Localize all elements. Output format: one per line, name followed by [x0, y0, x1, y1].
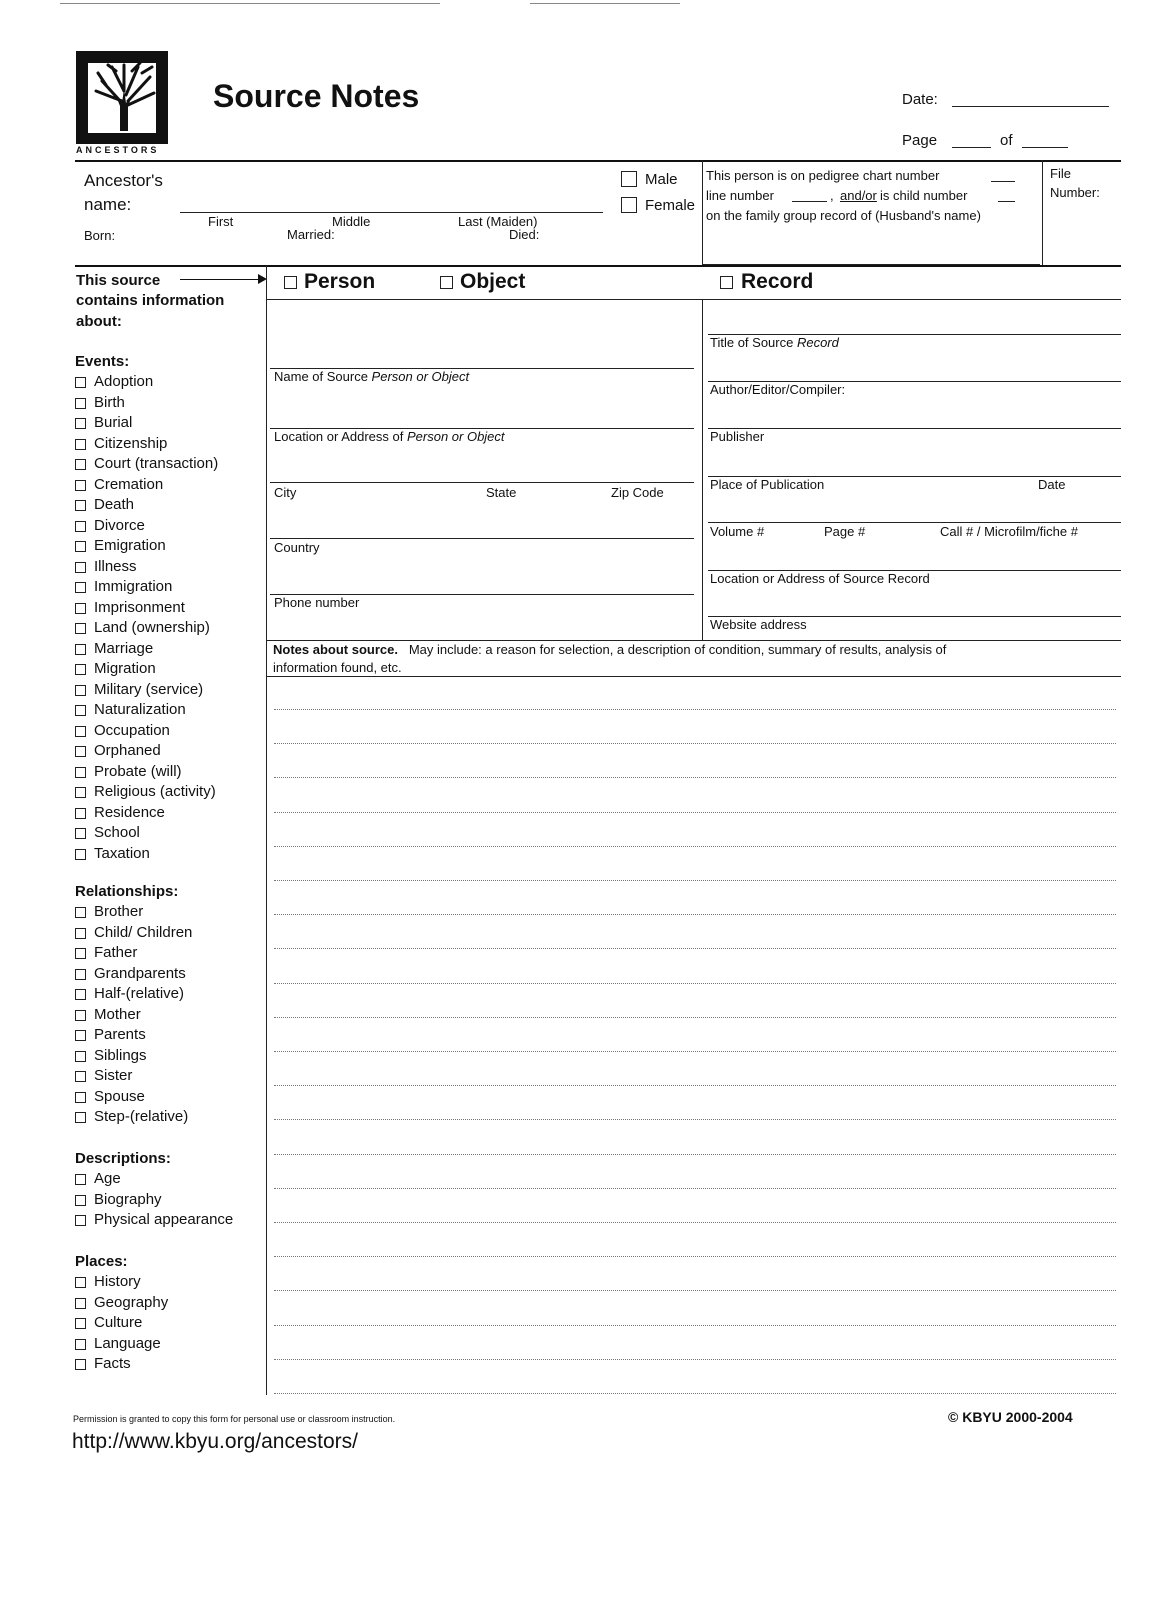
copyright: © KBYU 2000-2004 [948, 1409, 1073, 1425]
checkbox[interactable] [75, 989, 86, 1000]
checklist-item-label: Orphaned [94, 742, 161, 759]
source-location-label [274, 429, 505, 444]
pedigree-and-or: and/or [840, 188, 877, 203]
zip-label: Zip Code [611, 485, 664, 500]
source-location-prefix: Location or Address of [274, 429, 407, 444]
checkbox[interactable] [75, 948, 86, 959]
divider [702, 160, 703, 266]
checklist-item-label: History [94, 1273, 141, 1290]
checkbox[interactable] [75, 685, 86, 696]
arrow-line [180, 279, 262, 280]
notes-line[interactable] [274, 846, 1116, 847]
checkbox[interactable] [75, 1071, 86, 1082]
divider [266, 676, 1121, 677]
pedigree-line-label: line number [706, 188, 774, 203]
record-title-prefix: Title of Source [710, 335, 797, 350]
record-title-label [710, 335, 839, 350]
checkbox[interactable] [75, 849, 86, 860]
notes-line[interactable] [274, 1085, 1116, 1086]
object-checkbox[interactable] [440, 276, 453, 289]
date-field[interactable] [952, 106, 1109, 107]
notes-line[interactable] [274, 1017, 1116, 1018]
record-title-italic: Record [796, 335, 839, 350]
checkbox[interactable] [75, 1215, 86, 1226]
record-location-label: Location or Address of Source Record [710, 571, 930, 586]
checklist-item-label: Migration [94, 660, 156, 677]
source-location-italic: Person or Object [406, 429, 505, 444]
notes-heading [273, 642, 946, 657]
pedigree-text-line3: on the family group record of (Husband's name) [706, 208, 981, 223]
checklist-item-label: Geography [94, 1293, 169, 1311]
first-name-caption: First [208, 214, 234, 229]
checklist-item-label: Culture [94, 1314, 143, 1331]
notes-description-line1: May include: a reason for selection, a description of condition, summary of results, analysis of [408, 642, 947, 657]
notes-description-line2: information found, etc. [273, 660, 402, 675]
of-label: of [1000, 132, 1013, 149]
country-field[interactable] [270, 538, 694, 539]
checkbox[interactable] [75, 808, 86, 819]
checkbox[interactable] [75, 644, 86, 655]
checklist-item-label: Citizenship [94, 434, 168, 452]
page-total-field[interactable] [1022, 147, 1068, 148]
notes-line[interactable] [274, 983, 1116, 984]
married-label: Married: [287, 227, 335, 242]
page-number-label: Page # [824, 524, 866, 539]
checklist-item-label: Birth [94, 393, 125, 411]
checklist-item-label: Occupation [94, 721, 170, 739]
notes-line[interactable] [274, 743, 1116, 744]
checkbox[interactable] [75, 1010, 86, 1021]
checklist-item-label: Cremation [94, 475, 164, 493]
checkbox[interactable] [75, 969, 86, 980]
checkbox[interactable] [75, 664, 86, 675]
checklist-item-label: Religious (activity) [94, 783, 216, 800]
checkbox[interactable] [75, 398, 86, 409]
checkbox[interactable] [75, 828, 86, 839]
checkbox[interactable] [75, 767, 86, 778]
checkbox[interactable] [75, 480, 86, 491]
checkbox[interactable] [75, 928, 86, 939]
notes-line[interactable] [274, 812, 1116, 813]
checkbox[interactable] [75, 1092, 86, 1103]
ancestor-name-label-2: name: [84, 195, 132, 214]
notes-line[interactable] [274, 709, 1116, 710]
volume-label: Volume # [710, 524, 765, 539]
city-state-zip-field[interactable] [270, 482, 694, 483]
tree-icon [76, 51, 168, 144]
checkbox[interactable] [75, 705, 86, 716]
checkbox[interactable] [75, 500, 86, 511]
record-checkbox[interactable] [720, 276, 733, 289]
source-about-line1: This source [76, 272, 161, 289]
notes-line[interactable] [274, 1256, 1116, 1257]
divider [75, 265, 1121, 267]
checkbox[interactable] [75, 541, 86, 552]
notes-line[interactable] [274, 1119, 1116, 1120]
scan-artifact [530, 3, 680, 4]
checkbox[interactable] [75, 1277, 86, 1288]
permission-note: Permission is granted to copy this form for personal use or classroom instruction. [73, 1414, 396, 1424]
checklist-item-label: Probate (will) [94, 762, 182, 780]
checkbox[interactable] [75, 439, 86, 450]
notes-line[interactable] [274, 1325, 1116, 1326]
checklist-item-label: Illness [94, 557, 137, 575]
divider [702, 299, 703, 640]
author-label: Author/Editor/Compiler: [710, 382, 846, 397]
male-label: Male [645, 171, 678, 188]
pedigree-comma: , [830, 188, 834, 203]
publisher-field[interactable] [708, 428, 1121, 429]
checklist-item-label: Taxation [94, 844, 150, 862]
checklist-item-label: Father [94, 944, 138, 961]
sidebar-divider [266, 265, 267, 1395]
checklist-item-label: Half-(relative) [94, 985, 185, 1002]
website-label: Website address [710, 617, 807, 632]
notes-line[interactable] [274, 1154, 1116, 1155]
checklist-item-label: Parents [94, 1026, 146, 1043]
child-number-field[interactable] [998, 201, 1015, 202]
record-label: Record [741, 270, 814, 293]
checkbox[interactable] [75, 907, 86, 918]
file-number-label: Number: [1050, 185, 1100, 200]
source-name-italic: Person or Object [371, 369, 470, 384]
checklist-item-label: Burial [94, 414, 133, 431]
checklist-item-label: Court (transaction) [94, 455, 219, 472]
checklist-item-label: Siblings [94, 1046, 147, 1064]
page-label: Page [902, 132, 938, 149]
checklist-item-label: Residence [94, 803, 165, 821]
checklist-item-label: Land (ownership) [94, 619, 210, 636]
female-checkbox[interactable] [621, 197, 637, 213]
person-checkbox[interactable] [284, 276, 297, 289]
file-label: File [1050, 166, 1071, 181]
pedigree-child-label: is child number [880, 188, 968, 203]
source-about-line3: about: [76, 313, 122, 330]
checkbox[interactable] [75, 1051, 86, 1062]
checkbox[interactable] [75, 459, 86, 470]
checkbox[interactable] [75, 1174, 86, 1185]
checklist-item-label: Death [94, 496, 135, 513]
notes-line[interactable] [274, 880, 1116, 881]
checkbox[interactable] [75, 1359, 86, 1370]
checklist-item-label: Imprisonment [94, 598, 185, 616]
male-checkbox[interactable] [621, 171, 637, 187]
logo [76, 51, 168, 144]
pedigree-chart-number-field[interactable] [991, 181, 1015, 182]
female-label: Female [645, 197, 696, 214]
checkbox[interactable] [75, 1030, 86, 1041]
call-number-label: Call # / Microfilm/fiche # [940, 524, 1078, 539]
page-number-field[interactable] [952, 147, 991, 148]
source-name-prefix: Name of Source [274, 369, 372, 384]
notes-line[interactable] [274, 1222, 1116, 1223]
notes-line[interactable] [274, 914, 1116, 915]
descriptions-heading: Descriptions: [75, 1150, 171, 1167]
checklist-item-label: Brother [94, 903, 144, 920]
checklist-item-label: Physical appearance [94, 1211, 234, 1228]
phone-label: Phone number [274, 595, 360, 610]
checklist-item-label: Grandparents [94, 964, 186, 982]
checkbox[interactable] [75, 603, 86, 614]
checkbox[interactable] [75, 726, 86, 737]
notes-line[interactable] [274, 1188, 1116, 1189]
notes-line[interactable] [274, 1051, 1116, 1052]
state-label: State [486, 485, 517, 500]
checkbox[interactable] [75, 1339, 86, 1350]
page-title: Source Notes [213, 78, 420, 114]
born-label: Born: [84, 228, 116, 243]
publisher-label: Publisher [710, 429, 765, 444]
places-heading: Places: [75, 1253, 128, 1270]
checkbox[interactable] [75, 787, 86, 798]
object-label: Object [460, 270, 526, 293]
checklist-item-label: Marriage [94, 639, 154, 657]
city-label: City [274, 485, 297, 500]
scan-artifact [60, 3, 440, 4]
checklist-item-label: Divorce [94, 516, 145, 534]
footer-url-link[interactable]: http://www.kbyu.org/ancestors/ [72, 1430, 358, 1453]
line-number-field[interactable] [792, 201, 827, 202]
checklist-item-label: Age [94, 1170, 121, 1187]
checklist-item-label: Sister [94, 1067, 133, 1084]
pedigree-text-line1: This person is on pedigree chart number [706, 168, 940, 183]
divider [266, 640, 1121, 641]
died-label: Died: [509, 227, 540, 242]
checklist-item-label: Child/ Children [94, 923, 193, 941]
checkbox[interactable] [75, 1195, 86, 1206]
notes-line[interactable] [274, 948, 1116, 949]
notes-heading-bold: Notes about source. [273, 642, 398, 657]
checkbox[interactable] [75, 582, 86, 593]
person-label: Person [304, 270, 376, 293]
checklist-item-label: Emigration [94, 537, 166, 554]
checkbox[interactable] [75, 746, 86, 757]
source-name-label [274, 369, 469, 384]
checklist-item-label: Immigration [94, 578, 173, 595]
divider [1042, 160, 1043, 266]
checkbox[interactable] [75, 521, 86, 532]
place-of-publication-label: Place of Publication [710, 477, 825, 492]
notes-line[interactable] [274, 777, 1116, 778]
checklist-item-label: Facts [94, 1355, 131, 1372]
publication-date-label: Date [1038, 477, 1066, 492]
checkbox[interactable] [75, 623, 86, 634]
checklist-item-label: Language [94, 1334, 161, 1352]
ancestor-name-label: Ancestor's [84, 171, 163, 190]
relationships-heading: Relationships: [75, 883, 179, 900]
checklist-item-label: Mother [94, 1005, 141, 1023]
checklist-item-label: Adoption [94, 373, 154, 390]
ancestor-name-field[interactable] [180, 212, 603, 213]
divider [266, 299, 1121, 300]
checkbox[interactable] [75, 377, 86, 388]
checklist-item-label: School [94, 824, 140, 841]
logo-text: ANCESTORS [76, 145, 160, 155]
notes-line[interactable] [274, 1359, 1116, 1360]
date-label: Date: [902, 91, 938, 108]
notes-line[interactable] [274, 1290, 1116, 1291]
checklist-item-label: Naturalization [94, 701, 186, 718]
volume-page-call-field[interactable] [708, 522, 1121, 523]
checklist-item-label: Biography [94, 1190, 162, 1208]
checklist-item-label: Step-(relative) [94, 1108, 189, 1125]
checkbox[interactable] [75, 1112, 86, 1123]
notes-line[interactable] [274, 1393, 1116, 1394]
events-heading: Events: [75, 353, 130, 370]
checkbox[interactable] [75, 1298, 86, 1309]
checkbox[interactable] [75, 562, 86, 573]
checkbox[interactable] [75, 418, 86, 429]
checklist-item-label: Military (service) [94, 680, 204, 698]
checklist-item-label: Spouse [94, 1087, 145, 1105]
middle-name-caption: Middle [332, 214, 371, 229]
source-about-line2: contains information [76, 292, 225, 309]
checkbox[interactable] [75, 1318, 86, 1329]
divider [75, 160, 1121, 162]
country-label: Country [274, 540, 320, 555]
last-name-caption: Last (Maiden) [458, 214, 538, 229]
